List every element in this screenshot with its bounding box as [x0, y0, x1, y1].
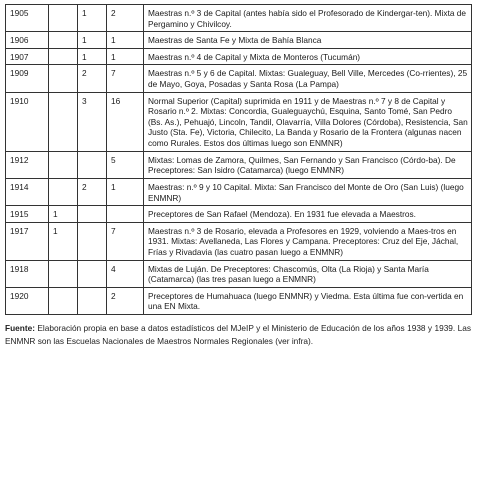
table-cell-a [49, 5, 78, 32]
table-cell-desc: Maestras de Santa Fe y Mixta de Bahía Blanca [144, 32, 472, 49]
normal-schools-table [5, 4, 472, 315]
table-cell-desc: Mixtas de Luján. De Preceptores: Chascomús, Olta (La Rioja) y Santa María (Catamarca) (las tres pasan luego a ENMNR) [144, 260, 472, 287]
table-cell-year: 1915 [6, 206, 49, 223]
table-cell-b: 1 [78, 32, 107, 49]
table-cell-desc: Preceptores de San Rafael (Mendoza). En 1931 fue elevada a Maestros. [144, 206, 472, 223]
table-cell-a [49, 287, 78, 314]
table-cell-year: 1909 [6, 65, 49, 92]
table-cell-desc: Maestras n.º 3 de Rosario, elevada a Profesores en 1929, volviendo a Maes-tros en 1931. Mixtas: Avellaneda, Las Flores y Campana. Preceptores: Cruz del Eje, Jáchal, Frías y Rivadavia (las cuatro pasan luego a ENMNR) [144, 222, 472, 260]
table-row [6, 206, 472, 223]
table-cell-c: 2 [107, 287, 144, 314]
table-cell-desc: Preceptores de Humahuaca (luego ENMNR) y Viedma. Esta última fue con-vertida en una EN Mixta. [144, 287, 472, 314]
table-cell-b [78, 222, 107, 260]
table-cell-desc: Mixtas: Lomas de Zamora, Quilmes, San Fernando y San Francisco (Córdo-ba). De Preceptores: San Isidro (Catamarca) (luego ENMNR) [144, 151, 472, 178]
table-cell-b: 2 [78, 65, 107, 92]
table-cell-b: 1 [78, 5, 107, 32]
table-cell-b [78, 287, 107, 314]
table-cell-a [49, 178, 78, 205]
table-cell-b: 1 [78, 48, 107, 65]
table-row [6, 5, 472, 32]
table-cell-b: 3 [78, 92, 107, 151]
table-cell-c: 1 [107, 178, 144, 205]
table-cell-c: 5 [107, 151, 144, 178]
table-cell-desc: Maestras n.º 4 de Capital y Mixta de Monteros (Tucumán) [144, 48, 472, 65]
table-cell-desc: Normal Superior (Capital) suprimida en 1911 y de Maestras n.º 7 y 8 de Capital y Rosario n.º 2. Mixtas: Concordia, Gualeguaychú, Esquina, Santo Tomé, San Pedro (Bs. As.), Pehuajó, Lincoln, Tandil, Olavarría, Villa Dolores (Córdoba), Resistencia, San Justo (Sta. Fe), Victoria, Chilecito, La Banda y Rosario de la Frontera (algunas nacen como Rurales. Estos dos últimas luego son ENMNR) [144, 92, 472, 151]
table-cell-c: 2 [107, 5, 144, 32]
table-cell-desc: Maestras: n.º 9 y 10 Capital. Mixta: San Francisco del Monte de Oro (San Luis) (luego ENMNR) [144, 178, 472, 205]
table-row [6, 151, 472, 178]
table-cell-year: 1905 [6, 5, 49, 32]
table-cell-c: 16 [107, 92, 144, 151]
table-cell-c [107, 206, 144, 223]
table-row [6, 260, 472, 287]
table-cell-year: 1912 [6, 151, 49, 178]
table-row [6, 48, 472, 65]
table-cell-c: 7 [107, 222, 144, 260]
table-cell-b [78, 206, 107, 223]
table-cell-year: 1914 [6, 178, 49, 205]
table-cell-c: 1 [107, 48, 144, 65]
table-row [6, 65, 472, 92]
table-cell-year: 1918 [6, 260, 49, 287]
source-label: Fuente: [5, 323, 35, 334]
table-cell-desc: Maestras n.º 3 de Capital (antes había sido el Profesorado de Kindergar-ten). Mixta de Pergamino y Chivilcoy. [144, 5, 472, 32]
table-cell-a: 1 [49, 222, 78, 260]
table-cell-c: 7 [107, 65, 144, 92]
table-cell-a [49, 151, 78, 178]
table-cell-a: 1 [49, 206, 78, 223]
table-cell-desc: Maestras n.º 5 y 6 de Capital. Mixtas: Gualeguay, Bell Ville, Mercedes (Co-rrientes), 25 de Mayo, Goya, Posadas y Santa Rosa (La Pampa) [144, 65, 472, 92]
source-text: Elaboración propia en base a datos estadísticos del MJeIP y el Ministerio de Educación de los años 1938 y 1939. Las ENMNR son las Escuelas Nacionales de Maestros Normales Regionales (ver infra). [5, 323, 471, 346]
table-cell-year: 1917 [6, 222, 49, 260]
table-row [6, 287, 472, 314]
table-cell-b: 2 [78, 178, 107, 205]
table-row [6, 222, 472, 260]
table-cell-a [49, 260, 78, 287]
table-row [6, 178, 472, 205]
document-page [5, 4, 471, 348]
table-cell-c: 1 [107, 32, 144, 49]
table-cell-b [78, 151, 107, 178]
table-cell-b [78, 260, 107, 287]
table-cell-a [49, 65, 78, 92]
table-cell-c: 4 [107, 260, 144, 287]
table-cell-year: 1906 [6, 32, 49, 49]
source-caption [5, 322, 471, 348]
table-cell-year: 1920 [6, 287, 49, 314]
table-cell-a [49, 48, 78, 65]
table-cell-year: 1907 [6, 48, 49, 65]
table-body [6, 5, 472, 315]
table-row [6, 32, 472, 49]
table-cell-year: 1910 [6, 92, 49, 151]
table-row [6, 92, 472, 151]
table-cell-a [49, 92, 78, 151]
table-cell-a [49, 32, 78, 49]
